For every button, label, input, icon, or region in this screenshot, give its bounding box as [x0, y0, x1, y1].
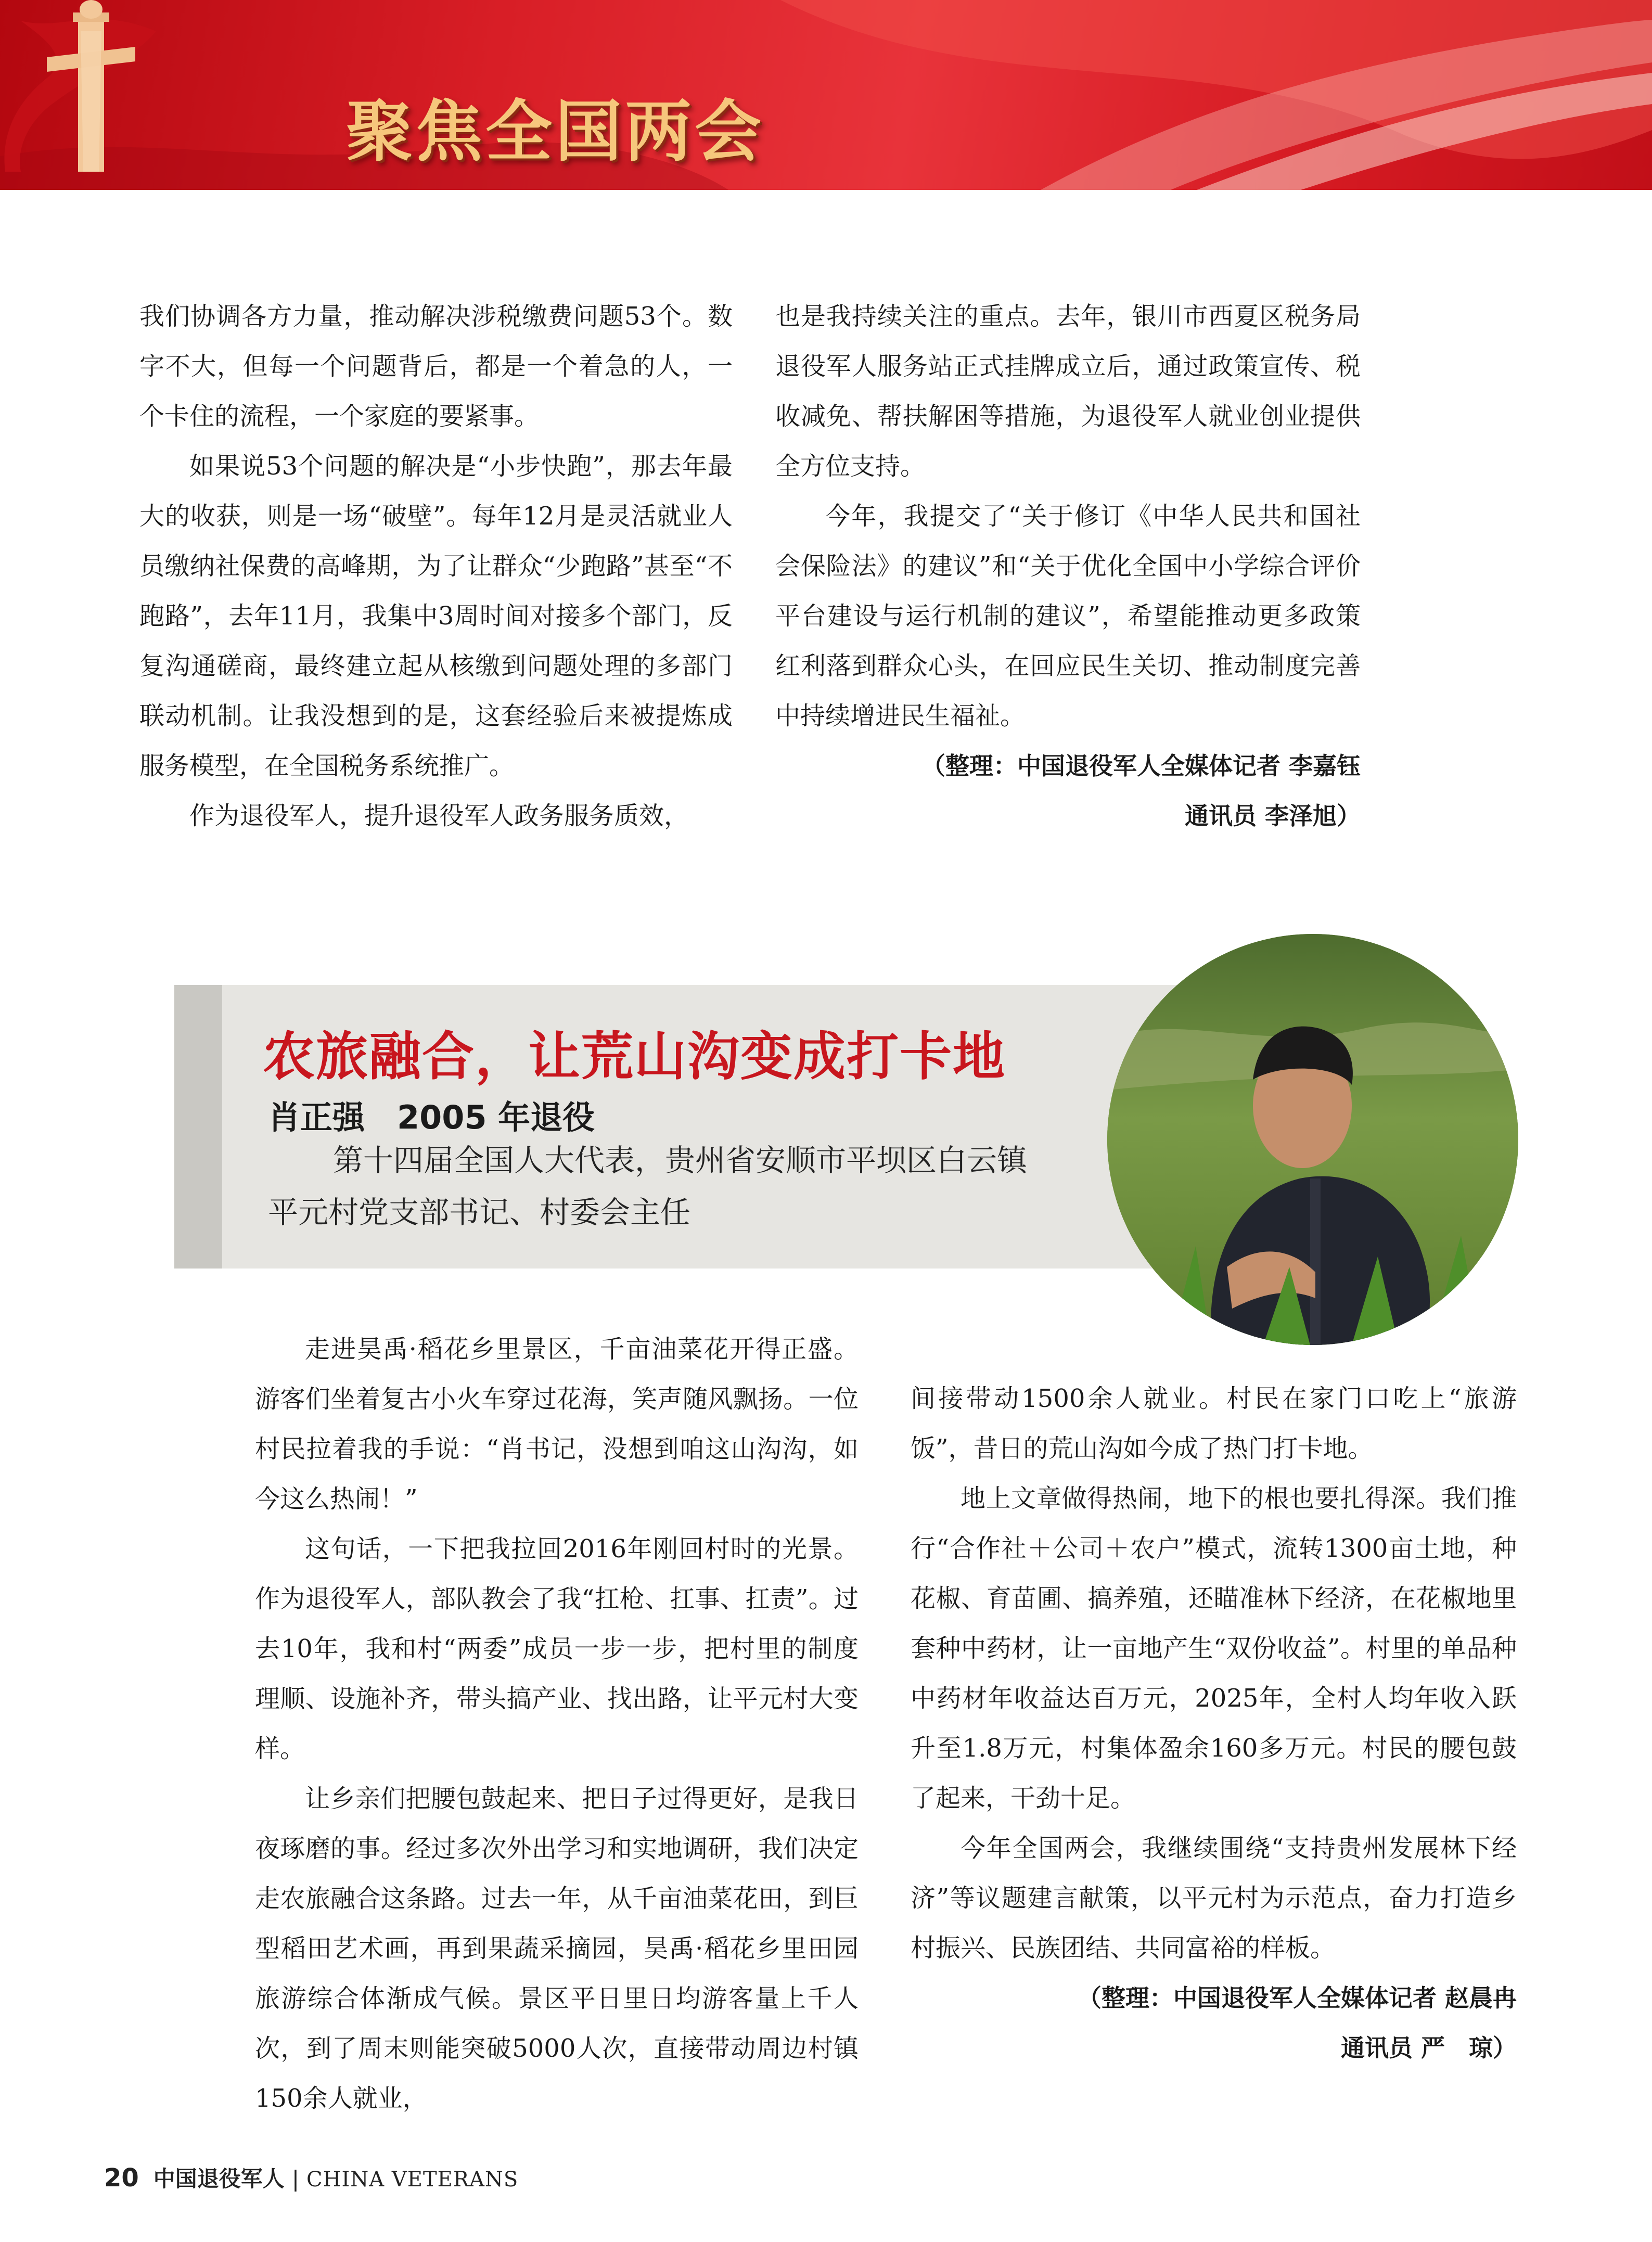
banner-title: 聚焦全国两会	[346, 93, 765, 171]
page-footer	[104, 2162, 518, 2193]
section2-person: 肖正强 2005 年退役	[268, 1098, 595, 1136]
magazine-english-name: CHINA VETERANS	[306, 2168, 519, 2192]
bio-line1: 第十四届全国人大代表，贵州省安顺市平坝区白云镇	[333, 1143, 1028, 1178]
paragraph: 走进昊禹·稻花乡里景区，千亩油菜花开得正盛。游客们坐着复古小火车穿过花海，笑声随风飘扬。一位村民拉着我的手说：“肖书记，没想到咱这山沟沟，如今这么热闹！”	[255, 1335, 859, 1514]
section1-left-column	[139, 291, 733, 841]
paragraph: 也是我持续关注的重点。去年，银川市西夏区税务局退役军人服务站正式挂牌成立后，通过政策宣传、税收减免、帮扶解困等措施，为退役军人就业创业提供全方位支持。	[775, 302, 1361, 481]
section2-credit-line2: 通讯员 严 琼）	[1340, 2034, 1517, 2062]
paragraph: 如果说53个问题的解决是“小步快跑”，那去年最大的收获，则是一场“破壁”。每年12月是灵活就业人员缴纳社保费的高峰期，为了让群众“少跑路”甚至“不跑路”，去年11月，我集中3周时间对接多个部门，反复沟通磋商，最终建立起从核缴到问题处理的多部门联动机制。让我没想到的是，这套经验后来被提炼成服务模型，在全国税务系统推广。	[139, 452, 733, 780]
banner-ribbon-decoration	[0, 0, 1652, 190]
paragraph: 作为退役军人，提升退役军人政务服务质效，	[189, 801, 689, 830]
section2-title: 农旅融合，让荒山沟变成打卡地	[263, 1026, 1006, 1087]
header-banner	[0, 0, 1652, 190]
paragraph: 地上文章做得热闹，地下的根也要扎得深。我们推行“合作社＋公司＋农户”模式，流转1300亩土地，种花椒、育苗圃、搞养殖，还瞄准林下经济，在花椒地里套种中药材，让一亩地产生“双份收益”。村里的单品种中药材年收益达百万元，2025年，全村人均年收入跃升至1.8万元，村集体盈余160多万元。村民的腰包鼓了起来，干劲十足。	[911, 1484, 1517, 1813]
magazine-name: 中国退役军人	[153, 2166, 285, 2192]
paragraph: 今年，我提交了“关于修订《中华人民共和国社会保险法》的建议”和“关于优化全国中小学综合评价平台建设与运行机制的建议”，希望能推动更多政策红利落到群众心头，在回应民生关切、推动制度完善中持续增进民生福祉。	[775, 502, 1361, 731]
paragraph: 让乡亲们把腰包鼓起来、把日子过得更好，是我日夜琢磨的事。经过多次外出学习和实地调研，我们决定走农旅融合这条路。过去一年，从千亩油菜花田，到巨型稻田艺术画，再到果蔬采摘园，昊禹·稻花乡里田园旅游综合体渐成气候。景区平日里日均游客量上千人次，到了周末则能突破5000人次，直接带动周边村镇150余人就业，	[255, 1784, 859, 2113]
bio-line2: 平元村党支部书记、村委会主任	[268, 1195, 691, 1230]
footer-separator: |	[291, 2166, 299, 2192]
page-number: 20	[104, 2163, 139, 2193]
section1-credit-line1: （整理：中国退役军人全媒体记者 李嘉钰	[921, 752, 1361, 780]
paragraph: 间接带动1500余人就业。村民在家门口吃上“旅游饭”，昔日的荒山沟如今成了热门打卡地。	[911, 1384, 1517, 1463]
section1-credit-line2: 通讯员 李泽旭）	[1184, 802, 1361, 830]
paragraph: 这句话，一下把我拉回2016年刚回村时的光景。作为退役军人，部队教会了我“扛枪、扛事、扛责”。过去10年，我和村“两委”成员一步一步，把村里的制度理顺、设施补齐，带头搞产业、找出路，让平元村大变样。	[255, 1534, 859, 1763]
section2-right-column	[911, 1374, 1517, 2073]
paragraph: 今年全国两会，我继续围绕“支持贵州发展林下经济”等议题建言献策，以平元村为示范点，奋力打造乡村振兴、民族团结、共同富裕的样板。	[911, 1834, 1517, 1963]
section2-band-edge	[174, 985, 222, 1269]
huabiao-pillar-icon	[0, 0, 187, 172]
paragraph: 我们协调各方力量，推动解决涉税缴费问题53个。数字不大，但每一个问题背后，都是一个着急的人，一个卡住的流程，一个家庭的要紧事。	[139, 302, 733, 431]
section2-left-column	[255, 1324, 859, 2123]
portrait-photo	[1107, 934, 1518, 1345]
section1-right-column	[775, 291, 1361, 841]
portrait-illustration	[1107, 934, 1518, 1345]
section2-bio	[268, 1134, 1080, 1238]
section2-credit-line1: （整理：中国退役军人全媒体记者 赵晨冉	[1077, 1984, 1517, 2012]
